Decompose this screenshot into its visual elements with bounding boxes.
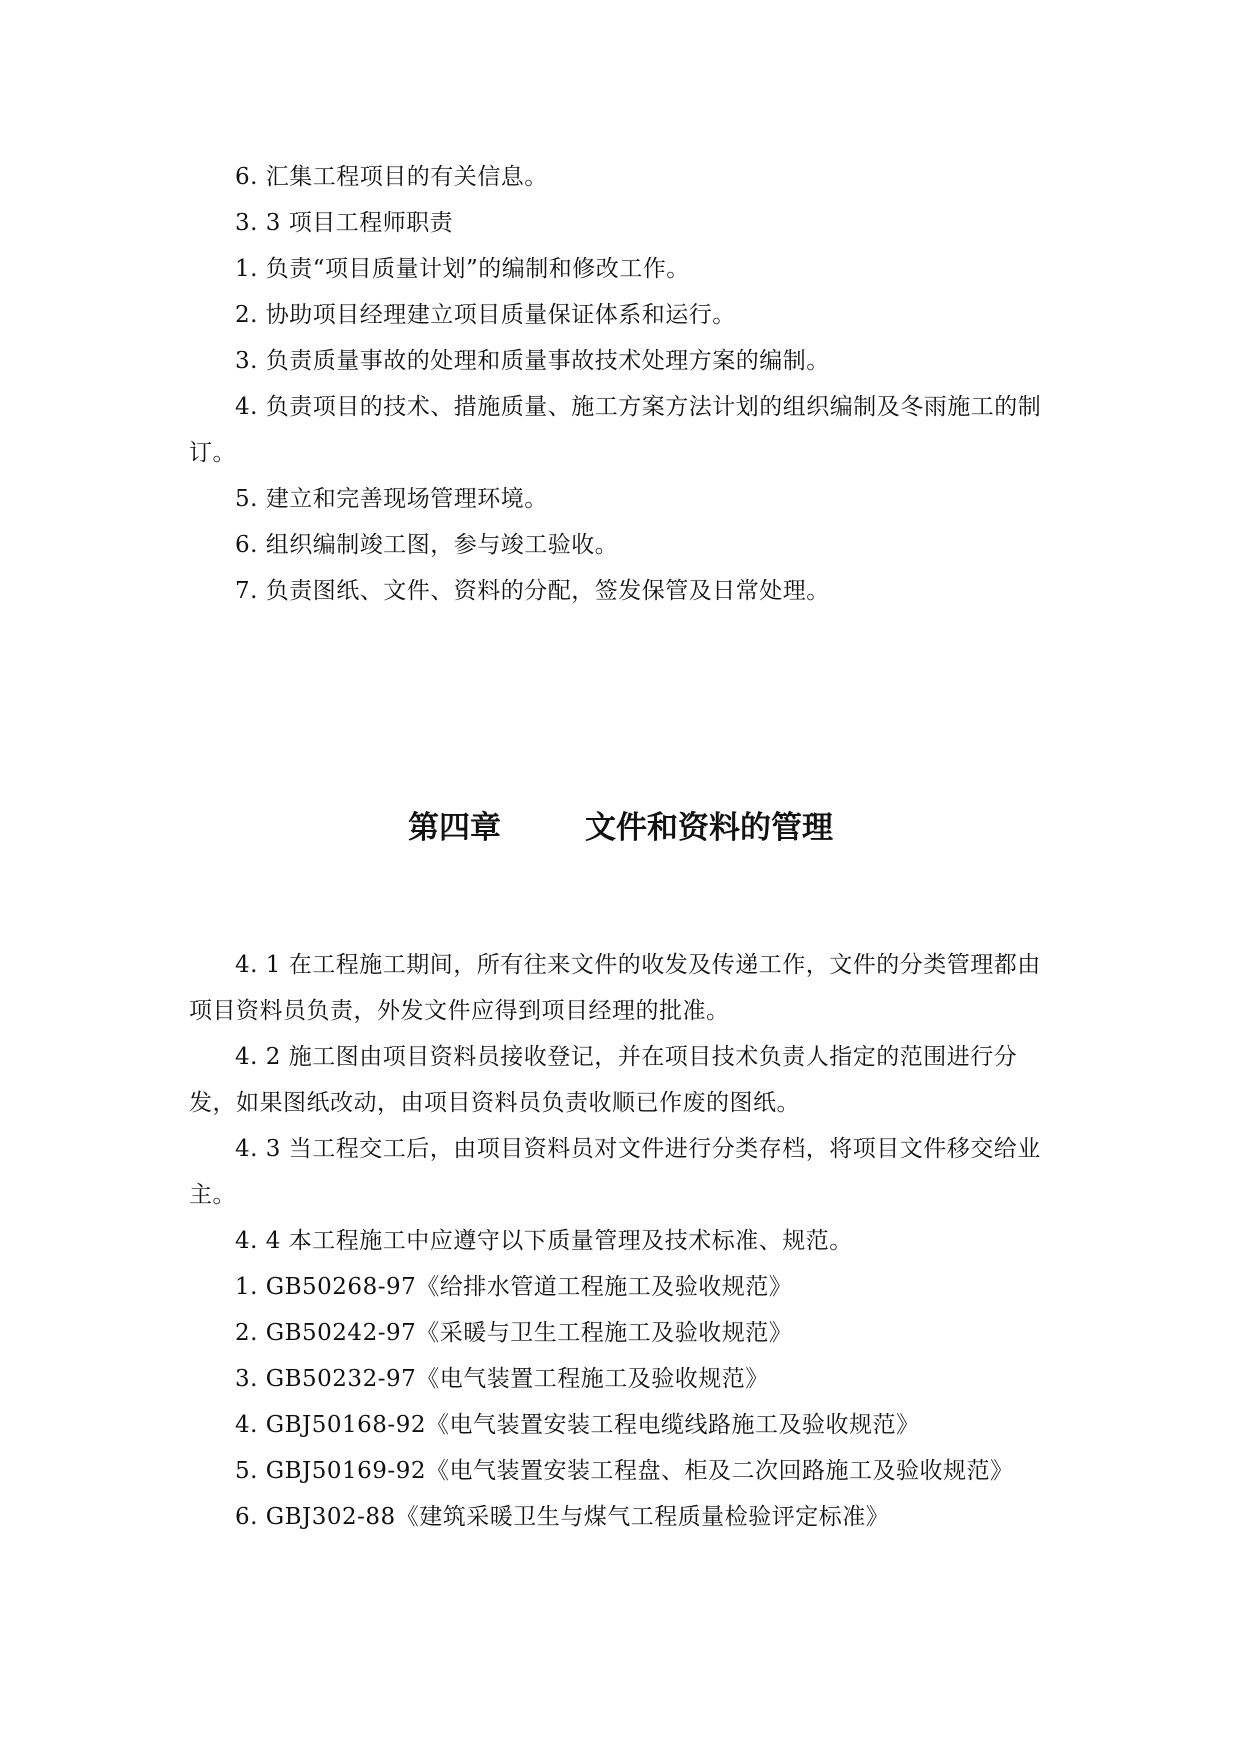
- paragraph-item-2-assist: 2. 协助项目经理建立项目质量保证体系和运行。: [235, 302, 736, 328]
- paragraph-4-2: 4. 2 施工图由项目资料员接收登记，并在项目技术负责人指定的范围进行分发，如果图纸改动，由项目资料员负责收顺已作废的图纸。: [189, 1044, 1018, 1116]
- standard-item-3: 3. GB50232-97《电气装置工程施工及验收规范》: [235, 1366, 769, 1392]
- chapter-heading: [0, 806, 1241, 850]
- chapter-title: 文件和资料的管理: [585, 810, 833, 846]
- paragraph-item-6-completion: 6. 组织编制竣工图，参与竣工验收。: [235, 532, 619, 558]
- paragraph-item-4-technical: 4. 负责项目的技术、措施质量、施工方案方法计划的组织编制及冬雨施工的制订。: [189, 394, 1042, 466]
- paragraph-item-3-accident: 3. 负责质量事故的处理和质量事故技术处理方案的编制。: [235, 348, 830, 374]
- paragraph-item-5-site: 5. 建立和完善现场管理环境。: [235, 486, 548, 512]
- paragraph-4-1: 4. 1 在工程施工期间，所有往来文件的收发及传递工作，文件的分类管理都由项目资料员负责，外发文件应得到项目经理的批准。: [189, 952, 1041, 1024]
- standard-item-6: 6. GBJ302-88《建筑采暖卫生与煤气工程质量检验评定标准》: [235, 1504, 890, 1530]
- standard-item-2: 2. GB50242-97《采暖与卫生工程施工及验收规范》: [235, 1320, 793, 1346]
- paragraph-4-3: 4. 3 当工程交工后，由项目资料员对文件进行分类存档，将项目文件移交给业主。: [189, 1136, 1041, 1208]
- standard-item-1: 1. GB50268-97《给排水管道工程施工及验收规范》: [235, 1274, 793, 1300]
- paragraph-item-6-info: 6. 汇集工程项目的有关信息。: [235, 164, 548, 190]
- standard-item-4: 4. GBJ50168-92《电气装置安装工程电缆线路施工及验收规范》: [235, 1412, 920, 1438]
- paragraph-item-1-quality-plan: 1. 负责“项目质量计划”的编制和修改工作。: [235, 256, 690, 282]
- standard-item-5: 5. GBJ50169-92《电气装置安装工程盘、柜及二次回路施工及验收规范》: [235, 1458, 1014, 1484]
- paragraph-item-7-drawings: 7. 负责图纸、文件、资料的分配，签发保管及日常处理。: [235, 578, 830, 604]
- paragraph-4-4: 4. 4 本工程施工中应遵守以下质量管理及技术标准、规范。: [235, 1228, 853, 1254]
- section-heading-3-3: 3. 3 项目工程师职责: [235, 210, 454, 236]
- chapter-number: 第四章: [408, 810, 501, 846]
